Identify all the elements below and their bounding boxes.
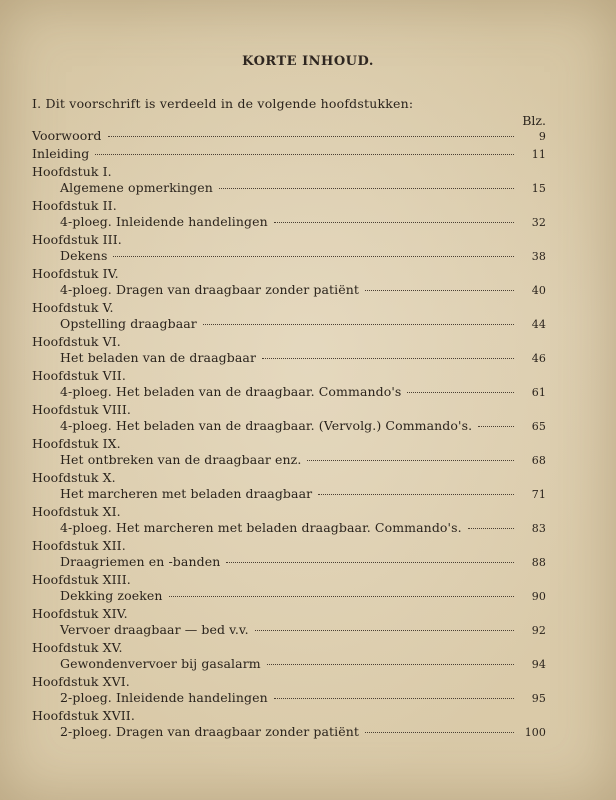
toc-chapter-label [32,266,546,282]
dot-leader [113,256,514,257]
chapter-number: Hoofdstuk V. [32,300,114,315]
chapter-number: Hoofdstuk X. [32,470,116,485]
toc-title-row [32,520,546,536]
toc-title: Gewondenvervoer bij gasalarm [60,656,261,671]
toc-page-number: 32 [531,216,546,229]
toc-page-number: 46 [531,352,546,365]
toc-title: 4-ploeg. Het beladen van de draagbaar. (Vervolg.) Commando's. [60,418,473,433]
toc-entry [32,368,546,400]
chapter-number: Hoofdstuk III. [32,232,122,247]
toc-entry [32,334,546,366]
toc-chapter-label [32,164,546,180]
toc-title: 2-ploeg. Dragen van draagbaar zonder patiënt [60,724,360,739]
toc-title-row [32,180,546,196]
toc-entry [32,402,546,434]
chapter-number: Hoofdstuk I. [32,164,112,179]
chapter-number: Hoofdstuk XIII. [32,572,131,587]
toc-title: Algemene opmerkingen [60,180,213,195]
toc-chapter-label [32,300,546,316]
toc-title-row [32,282,546,298]
toc-title-row [32,248,546,264]
toc-title-row [32,452,546,468]
toc-title-row [32,554,546,570]
toc-title-row [32,418,546,434]
toc-entry [32,266,546,298]
toc-title: 2-ploeg. Inleidende handelingen [60,690,268,705]
toc-page-number: 90 [531,590,546,603]
toc-title-row [32,656,546,672]
chapter-number: Hoofdstuk XV. [32,640,123,655]
toc-title-row [32,316,546,332]
toc-page-number: 95 [531,692,546,705]
table-of-contents [32,128,546,742]
toc-chapter-label [32,334,546,350]
dot-leader [262,358,514,359]
chapter-number: Hoofdstuk XVII. [32,708,135,723]
toc-chapter-label [32,368,546,384]
chapter-number: Hoofdstuk XIV. [32,606,128,621]
toc-title: 4-ploeg. Inleidende handelingen [60,214,268,229]
toc-title-row [32,146,546,162]
toc-page-number: 44 [531,318,546,331]
toc-title-row [32,214,546,230]
dot-leader [407,392,514,393]
toc-page-number: 15 [531,182,546,195]
toc-page-number: 38 [531,250,546,263]
toc-chapter-label [32,436,546,452]
toc-chapter-label [32,504,546,520]
chapter-number: Hoofdstuk IV. [32,266,119,281]
toc-title-row [32,128,546,144]
toc-entry [32,470,546,502]
toc-page-number: 61 [531,386,546,399]
dot-leader [108,136,514,137]
toc-page-number: 71 [531,488,546,501]
toc-title-row [32,486,546,502]
toc-page-number: 94 [531,658,546,671]
toc-entry [32,300,546,332]
chapter-number: Hoofdstuk XVI. [32,674,130,689]
dot-leader [274,698,514,699]
intro-text: I. Dit voorschrift is verdeeld in de volgende hoofdstukken: [32,96,414,111]
chapter-number: Hoofdstuk VIII. [32,402,131,417]
toc-chapter-label [32,708,546,724]
toc-entry [32,436,546,468]
dot-leader [203,324,514,325]
toc-entry [32,640,546,672]
toc-page-number: 92 [531,624,546,637]
toc-title: Voorwoord [32,128,102,143]
toc-page-number: 83 [531,522,546,535]
toc-title: Vervoer draagbaar — bed v.v. [60,622,249,637]
toc-title: Inleiding [32,146,90,161]
toc-entry [32,572,546,604]
toc-entry [32,606,546,638]
toc-chapter-label [32,640,546,656]
toc-chapter-label [32,232,546,248]
toc-chapter-label [32,402,546,418]
toc-title: Dekens [60,248,108,263]
toc-entry [32,538,546,570]
toc-entry [32,164,546,196]
toc-title: Het marcheren met beladen draagbaar [60,486,313,501]
toc-entry [32,146,546,162]
toc-page-number: 9 [538,130,546,143]
toc-title-row [32,622,546,638]
toc-page-number: 11 [531,148,546,161]
dot-leader [169,596,514,597]
dot-leader [365,732,514,733]
toc-title-row [32,588,546,604]
toc-entry [32,232,546,264]
toc-title: 4-ploeg. Het marcheren met beladen draagbaar. Commando's. [60,520,462,535]
dot-leader [226,562,514,563]
toc-chapter-label [32,674,546,690]
toc-chapter-label [32,538,546,554]
toc-entry [32,128,546,144]
toc-title-row [32,384,546,400]
toc-entry [32,198,546,230]
toc-page-number: 65 [531,420,546,433]
dot-leader [274,222,514,223]
toc-chapter-label [32,606,546,622]
toc-entry [32,674,546,706]
dot-leader [95,154,514,155]
chapter-number: Hoofdstuk XI. [32,504,121,519]
dot-leader [219,188,514,189]
toc-entry [32,708,546,740]
dot-leader [318,494,514,495]
toc-title-row [32,724,546,740]
dot-leader [267,664,514,665]
chapter-number: Hoofdstuk II. [32,198,117,213]
toc-title: 4-ploeg. Het beladen van de draagbaar. Commando's [60,384,402,399]
page-column-label: Blz. [522,113,546,128]
toc-title: Dekking zoeken [60,588,163,603]
chapter-number: Hoofdstuk VII. [32,368,126,383]
dot-leader [365,290,514,291]
toc-page-number: 40 [531,284,546,297]
dot-leader [468,528,514,529]
toc-title: Draagriemen en -banden [60,554,221,569]
toc-chapter-label [32,572,546,588]
toc-title: Het ontbreken van de draagbaar enz. [60,452,302,467]
chapter-number: Hoofdstuk IX. [32,436,121,451]
toc-entry [32,504,546,536]
toc-page-number: 100 [524,726,546,739]
dot-leader [255,630,514,631]
page-heading: KORTE INHOUD. [242,54,374,69]
toc-title: Opstelling draagbaar [60,316,197,331]
toc-chapter-label [32,198,546,214]
toc-title: 4-ploeg. Dragen van draagbaar zonder patiënt [60,282,360,297]
chapter-number: Hoofdstuk XII. [32,538,126,553]
toc-title-row [32,690,546,706]
toc-title-row [32,350,546,366]
dot-leader [478,426,514,427]
chapter-number: Hoofdstuk VI. [32,334,121,349]
dot-leader [307,460,514,461]
toc-page-number: 68 [531,454,546,467]
toc-chapter-label [32,470,546,486]
toc-page-number: 88 [531,556,546,569]
toc-title: Het beladen van de draagbaar [60,350,257,365]
